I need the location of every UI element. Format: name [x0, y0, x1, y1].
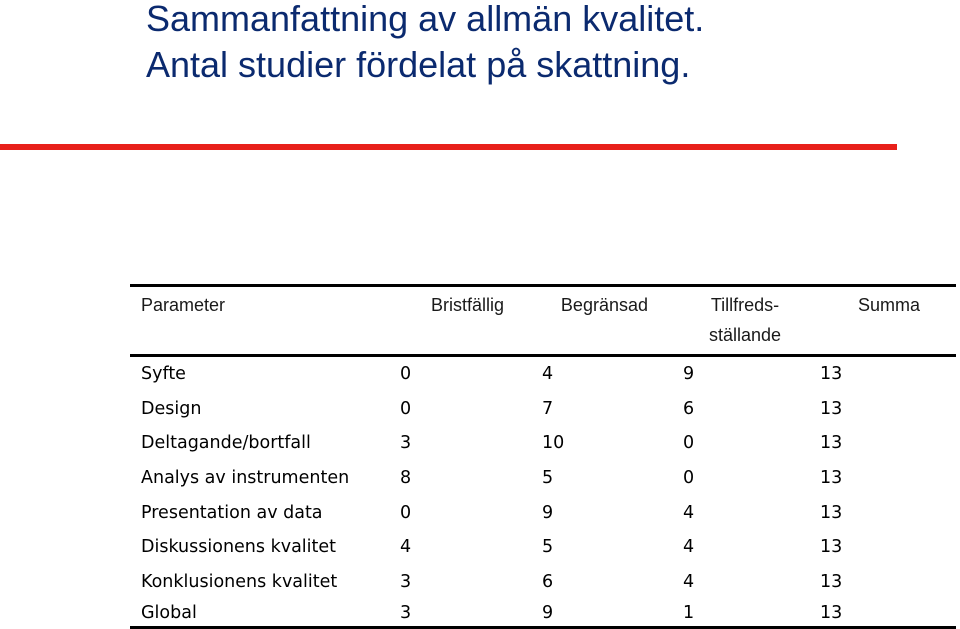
quality-summary-table [130, 284, 956, 629]
cell-bristfallig: 0 [400, 364, 412, 385]
cell-summa: 13 [820, 364, 843, 385]
table-row [130, 599, 956, 628]
cell-bristfallig: 8 [400, 468, 412, 489]
cell-begransad: 5 [542, 468, 554, 489]
cell-bristfallig: 0 [400, 398, 412, 419]
cell-parameter: Presentation av data [141, 502, 323, 523]
table-body [130, 356, 956, 628]
cell-tillfredsstallande: 1 [683, 602, 695, 623]
cell-begransad: 7 [542, 398, 554, 419]
cell-parameter: Syfte [141, 364, 186, 385]
cell-begransad: 5 [542, 537, 554, 558]
cell-parameter: Design [141, 398, 202, 419]
slide-title-line-1: Sammanfattning av allmän kvalitet. [146, 0, 705, 39]
cell-begransad: 4 [542, 364, 554, 385]
table-row [130, 495, 956, 530]
table-row [130, 461, 956, 496]
cell-tillfredsstallande: 0 [683, 433, 695, 454]
cell-summa: 13 [820, 468, 843, 489]
cell-bristfallig: 0 [400, 502, 412, 523]
cell-bristfallig: 3 [400, 602, 412, 623]
cell-parameter: Global [141, 602, 197, 623]
header-bristfallig: Bristfällig [430, 295, 504, 315]
quality-summary-table-container [130, 284, 956, 629]
header-tillfredsstallande-line-1: Tillfreds- [710, 295, 780, 315]
cell-bristfallig: 3 [400, 433, 412, 454]
header-begransad: Begränsad [560, 295, 648, 315]
slide-title-line-2: Antal studier fördelat på skattning. [146, 44, 691, 85]
cell-summa: 13 [820, 398, 843, 419]
cell-begransad: 9 [542, 602, 554, 623]
cell-summa: 13 [820, 571, 843, 592]
cell-tillfredsstallande: 6 [683, 398, 695, 419]
cell-summa: 13 [820, 502, 843, 523]
cell-bristfallig: 3 [400, 571, 412, 592]
table-row [130, 565, 956, 600]
cell-summa: 13 [820, 537, 843, 558]
cell-begransad: 6 [542, 571, 554, 592]
cell-parameter: Diskussionens kvalitet [141, 537, 337, 558]
cell-begransad: 9 [542, 502, 554, 523]
header-row [130, 286, 956, 356]
table-row [130, 356, 956, 392]
header-tillfredsstallande [676, 286, 814, 356]
table-row [130, 530, 956, 565]
header-parameter: Parameter [141, 295, 226, 315]
cell-parameter: Konklusionens kvalitet [141, 571, 338, 592]
header-tillfredsstallande-line-2: ställande [708, 325, 782, 345]
cell-summa: 13 [820, 602, 843, 623]
table-row [130, 426, 956, 461]
table-header [130, 286, 956, 356]
cell-summa: 13 [820, 433, 843, 454]
title-divider [0, 144, 897, 150]
cell-bristfallig: 4 [400, 537, 412, 558]
cell-parameter: Deltagande/bortfall [141, 433, 311, 454]
cell-tillfredsstallande: 0 [683, 468, 695, 489]
cell-tillfredsstallande: 9 [683, 364, 695, 385]
cell-tillfredsstallande: 4 [683, 571, 695, 592]
slide-title [146, 0, 704, 88]
cell-begransad: 10 [542, 433, 565, 454]
cell-parameter: Analys av instrumenten [141, 468, 350, 489]
table-row [130, 392, 956, 427]
cell-tillfredsstallande: 4 [683, 537, 695, 558]
header-summa: Summa [857, 295, 920, 315]
cell-tillfredsstallande: 4 [683, 502, 695, 523]
